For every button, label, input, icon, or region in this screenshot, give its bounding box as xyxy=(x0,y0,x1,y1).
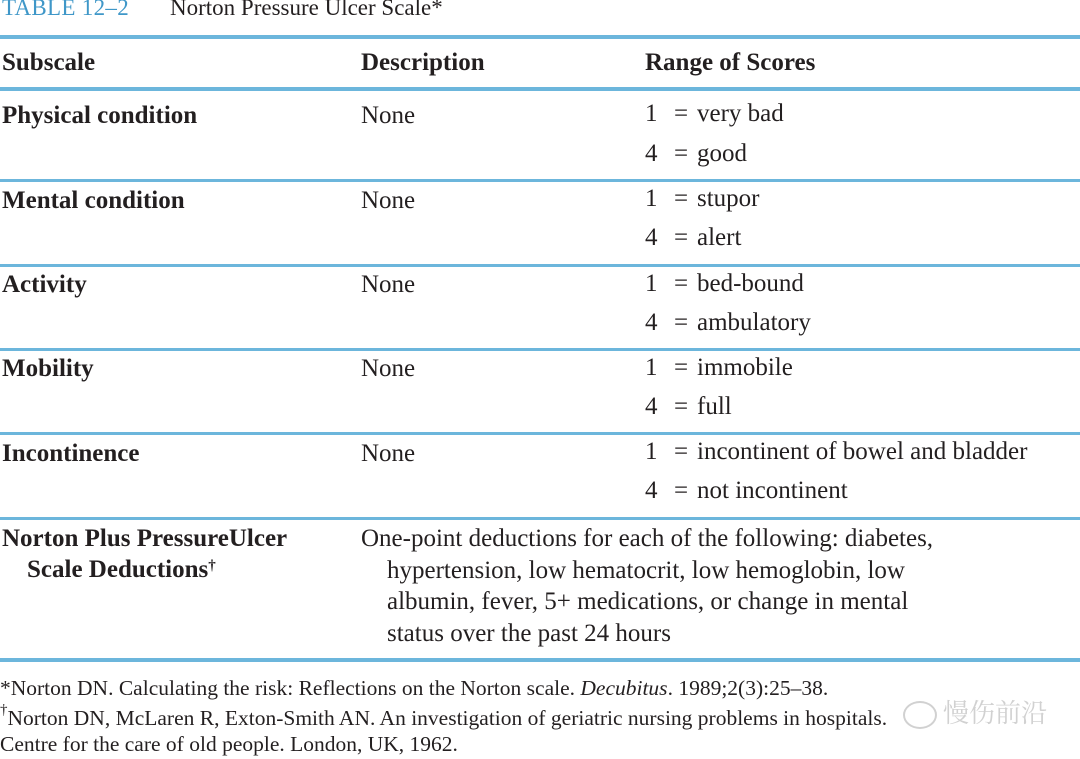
score-line xyxy=(645,309,811,337)
score-line xyxy=(645,270,804,298)
score-number: 1 xyxy=(645,270,658,297)
row-subscale: Incontinence xyxy=(2,440,140,467)
row-divider xyxy=(0,348,1080,351)
row-description: None xyxy=(361,187,416,214)
score-label: alert xyxy=(697,224,742,251)
score-equals: = xyxy=(673,140,689,167)
row-subscale: Mental condition xyxy=(2,187,185,214)
watermark-text: 慢伤前沿 xyxy=(943,699,1048,729)
header-description: Description xyxy=(361,49,485,76)
score-equals: = xyxy=(673,438,689,465)
header-bottom-rule xyxy=(0,87,1080,91)
table-title: Norton Pressure Ulcer Scale* xyxy=(170,0,443,20)
plus-subscale-line1: Norton Plus PressureUlcer xyxy=(2,525,288,552)
row-divider xyxy=(0,179,1080,182)
footnote-1-journal: Decubitus xyxy=(580,676,668,700)
score-line xyxy=(645,354,793,382)
row-description: None xyxy=(361,271,416,298)
score-number: 1 xyxy=(645,100,658,127)
score-equals: = xyxy=(673,270,689,297)
score-label: ambulatory xyxy=(697,309,811,336)
score-number: 1 xyxy=(645,354,658,381)
score-line xyxy=(645,224,741,252)
score-number: 1 xyxy=(645,438,658,465)
score-equals: = xyxy=(673,224,689,251)
score-label: stupor xyxy=(697,185,760,212)
dagger-mark: † xyxy=(208,558,216,574)
row-divider xyxy=(0,517,1080,520)
score-equals: = xyxy=(673,477,689,504)
row-subscale: Activity xyxy=(2,271,87,298)
row-divider xyxy=(0,432,1080,435)
plus-description-line: albumin, fever, 5+ medications, or change in mental xyxy=(387,588,909,615)
score-label: full xyxy=(697,393,732,420)
table-title-row xyxy=(0,0,1080,28)
score-line xyxy=(645,477,848,505)
plus-description-line: hypertension, low hematocrit, low hemoglobin, low xyxy=(387,557,905,584)
footnote-1-text: Norton DN. Calculating the risk: Reflections on the Norton scale. xyxy=(10,676,581,700)
score-equals: = xyxy=(673,309,689,336)
table-number: TABLE 12–2 xyxy=(2,0,130,20)
score-label: very bad xyxy=(697,100,784,127)
score-line xyxy=(645,393,732,421)
header-subscale: Subscale xyxy=(2,49,96,76)
wechat-icon xyxy=(903,701,937,729)
plus-description-line: One-point deductions for each of the following: diabetes, xyxy=(361,525,934,552)
plus-description-line: status over the past 24 hours xyxy=(387,620,671,647)
row-subscale: Mobility xyxy=(2,355,94,382)
asterisk-mark: * xyxy=(0,676,11,700)
score-equals: = xyxy=(673,354,689,381)
footnote-2-line1: Norton DN, McLaren R, Exton-Smith AN. An investigation of geriatric nursing problems in hospitals. xyxy=(7,706,888,730)
score-number: 4 xyxy=(645,140,658,167)
score-label: good xyxy=(697,140,747,167)
score-number: 4 xyxy=(645,309,658,336)
header-range: Range of Scores xyxy=(645,49,816,76)
row-description: None xyxy=(361,440,416,467)
score-line xyxy=(645,185,760,213)
score-number: 4 xyxy=(645,477,658,504)
score-number: 4 xyxy=(645,393,658,420)
footnote-2 xyxy=(0,702,888,731)
footnote-1 xyxy=(0,676,828,701)
table-bottom-rule xyxy=(0,658,1080,662)
row-subscale: Physical condition xyxy=(2,102,198,129)
score-number: 4 xyxy=(645,224,658,251)
plus-subscale-text: Scale Deductions xyxy=(27,556,209,583)
score-label: not incontinent xyxy=(697,477,848,504)
score-equals: = xyxy=(673,100,689,127)
dagger-mark: † xyxy=(0,702,8,718)
score-number: 1 xyxy=(645,185,658,212)
score-label: bed-bound xyxy=(697,270,804,297)
row-divider xyxy=(0,264,1080,267)
footnote-2-continuation: Centre for the care of old people. London, UK, 1962. xyxy=(0,732,458,756)
row-description: None xyxy=(361,355,416,382)
plus-subscale-line2 xyxy=(27,554,216,586)
score-equals: = xyxy=(673,393,689,420)
score-equals: = xyxy=(673,185,689,212)
header-top-rule xyxy=(0,35,1080,39)
score-label: immobile xyxy=(697,354,793,381)
watermark xyxy=(903,693,1047,730)
score-label: incontinent of bowel and bladder xyxy=(697,438,1028,465)
footnote-1-tail: . 1989;2(3):25–38. xyxy=(667,676,829,700)
score-line xyxy=(645,140,747,168)
score-line xyxy=(645,100,784,128)
row-description: None xyxy=(361,102,416,129)
score-line xyxy=(645,438,1027,466)
